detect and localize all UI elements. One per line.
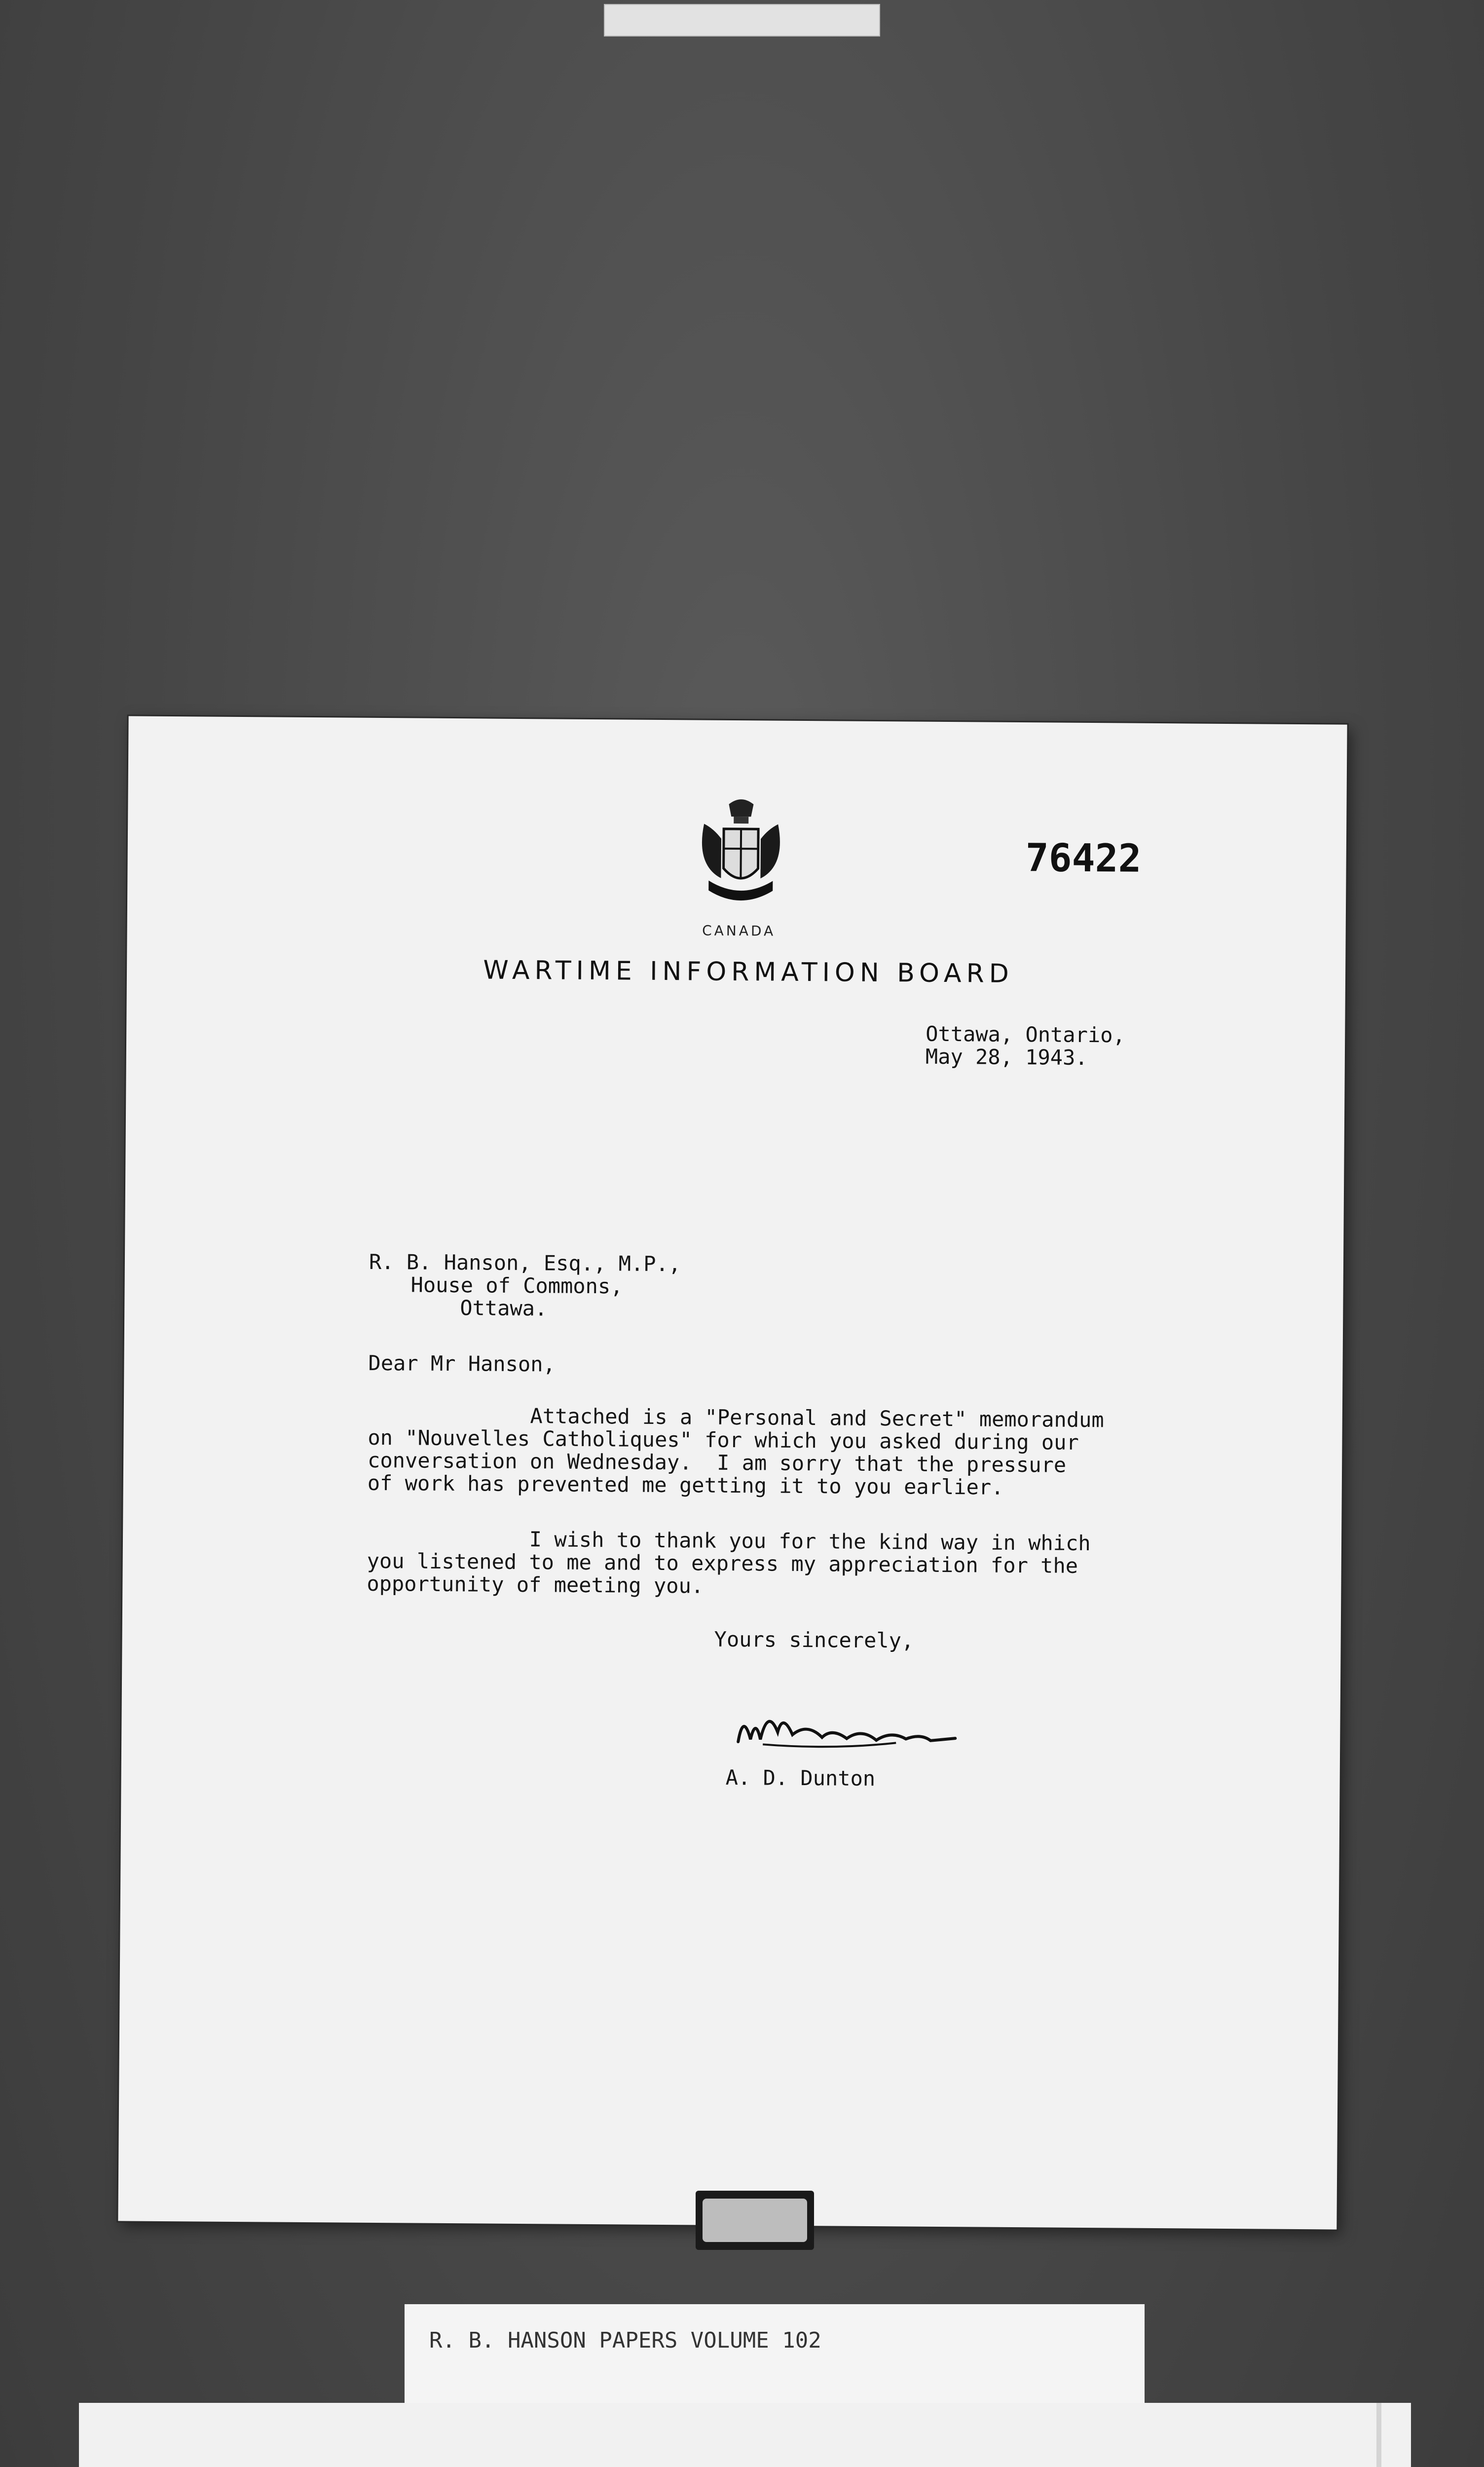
paragraph-1-line-4: of work has prevented me getting it to you earlier. [367,1470,1004,1499]
date-line: May 28, 1943. [925,1044,1088,1070]
paragraph-2-line-2: you listened to me and to express my appreciation for the [367,1548,1078,1578]
recipient-address-1: House of Commons, [410,1272,623,1299]
volume-label: R. B. HANSON PAPERS VOLUME 102 [429,2328,821,2353]
crest-caption: CANADA [702,922,776,939]
closing: Yours sincerely, [714,1627,914,1653]
paragraph-1-line-3: conversation on Wednesday. I am sorry that the pressure [367,1448,1067,1477]
paper-clip-plate [703,2199,807,2242]
paper-clip [696,2191,814,2250]
volume-label-card [405,2304,1145,2403]
top-paper-tab [604,4,880,37]
card-edge [1376,2403,1381,2467]
letter-page [118,716,1347,2229]
archives-card [79,2403,1411,2467]
recipient-name: R. B. Hanson, Esq., M.P., [369,1249,681,1276]
paragraph-2-line-1: I wish to thank you for the kind way in which [367,1526,1091,1556]
salutation: Dear Mr Hanson, [368,1350,556,1377]
paragraph-1-line-2: on "Nouvelles Catholiques" for which you asked during our [368,1425,1079,1455]
signatory-name: A. D. Dunton [725,1765,876,1791]
document-number: 76422 [1025,836,1142,881]
paragraph-2-line-3: opportunity of meeting you. [367,1571,704,1598]
paragraph-1-line-1: Attached is a "Personal and Secret" memorandum [368,1402,1104,1432]
recipient-address-2: Ottawa. [460,1296,548,1321]
place-line: Ottawa, Ontario, [926,1021,1125,1047]
coat-of-arms-icon [694,794,788,913]
letterhead-title: WARTIME INFORMATION BOARD [483,955,1014,989]
handwritten-signature [733,1692,961,1758]
